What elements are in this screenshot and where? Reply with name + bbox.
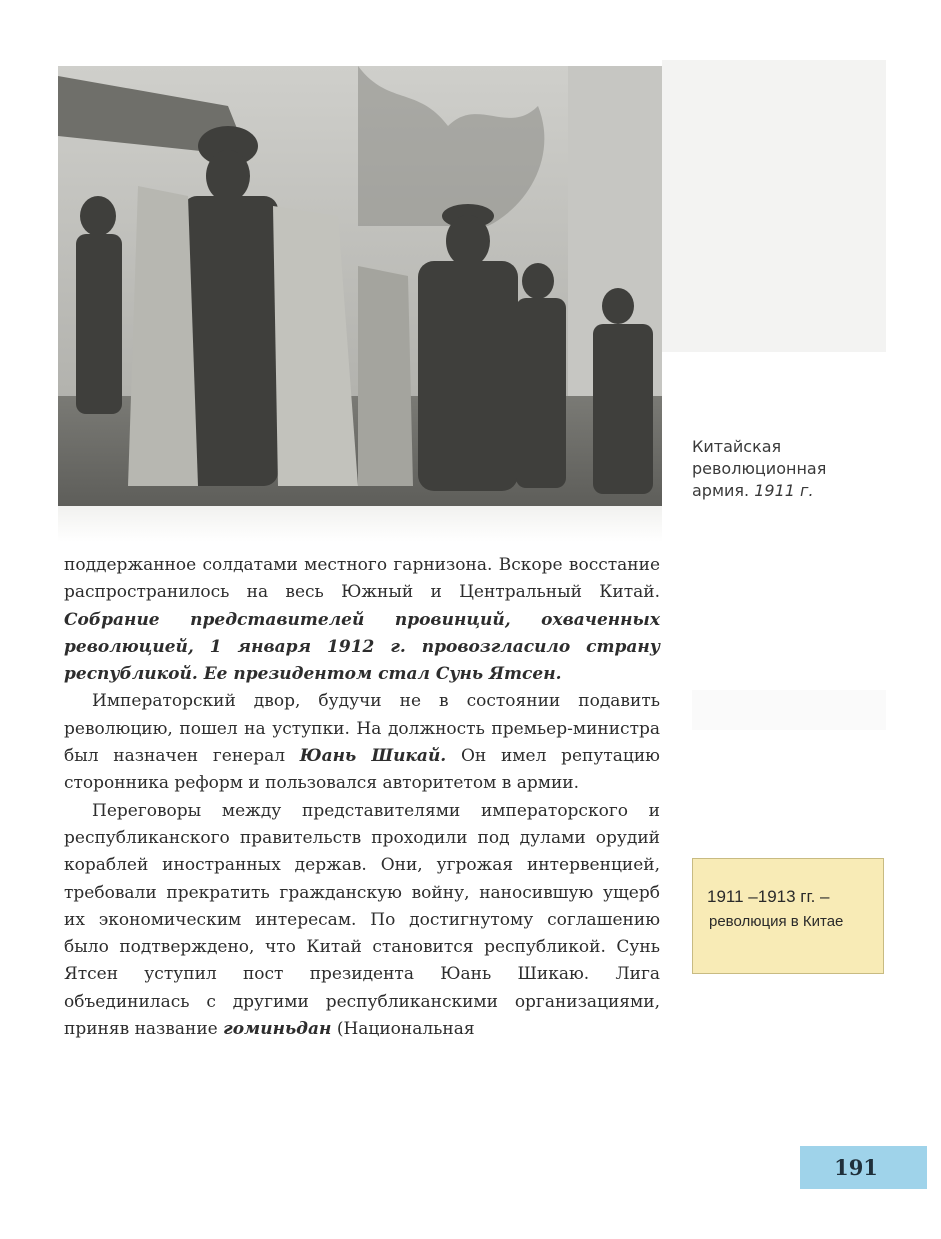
page-number-tab — [800, 1146, 927, 1189]
page-number: 191 — [834, 1155, 878, 1180]
historical-photo — [58, 66, 662, 506]
paragraph-1-text: поддержанное солдатами местного гарнизона. Вскоре восстание распространилось на весь Южный и Центральный Китай. — [64, 555, 660, 603]
paragraph-3-text-end: (Национальная — [331, 1019, 475, 1040]
caption-line-2: революционная — [692, 459, 827, 478]
paragraph-3-emphasis: гоминьдан — [223, 1019, 332, 1040]
paragraph-2-text: Императорский двор, будучи не в состоянии подавить революцию, пошел на уступки. На должность премьер-министра был назначен генерал — [64, 691, 660, 767]
note-event: революция в Китае — [709, 913, 844, 930]
paragraph-3 — [64, 798, 660, 1044]
paragraph-2-text-end: Он имел репутацию сторонника реформ и пользовался авторитетом в армии. — [64, 746, 660, 794]
note-dates: 1911 –1913 гг. – — [707, 887, 830, 906]
caption-prefix: армия. — [692, 481, 755, 500]
paragraph-3-text: Переговоры между представителями императорского и республиканского правительств проходили под дулами орудий кораблей иностранных держав. Они, угрожая интервенцией, требовали прекратить гражданскую войну, наносившую ущерб их экономическим интересам. По достигнутому соглашению было подтверждено, что Китай становится республикой. Сунь Ятсен уступил пост президента Юань Шикаю. Лига объединилась с другими республиканскими организациями, приняв название — [64, 800, 660, 1040]
paragraph-1-emphasis: Собрание представителей провинций, охваченных революцией, 1 января 1912 г. провозгласило страну республикой. Ее президентом стал Сунь Ятсен. — [64, 609, 660, 685]
paragraph-1 — [64, 552, 660, 688]
photo-illustration — [58, 66, 662, 506]
caption-line-1: Китайская — [692, 437, 782, 456]
faded-margin-area — [662, 60, 886, 352]
caption-year: 1911 г. — [754, 481, 814, 500]
photo-caption — [692, 436, 892, 502]
main-text — [64, 552, 660, 1043]
photo-bottom-fade — [58, 506, 662, 542]
faded-margin-area-lower — [692, 690, 886, 730]
caption-line-3 — [692, 480, 892, 502]
paragraph-2 — [64, 688, 660, 797]
date-note-box — [692, 858, 884, 974]
paragraph-2-emphasis: Юань Шикай. — [299, 746, 447, 767]
